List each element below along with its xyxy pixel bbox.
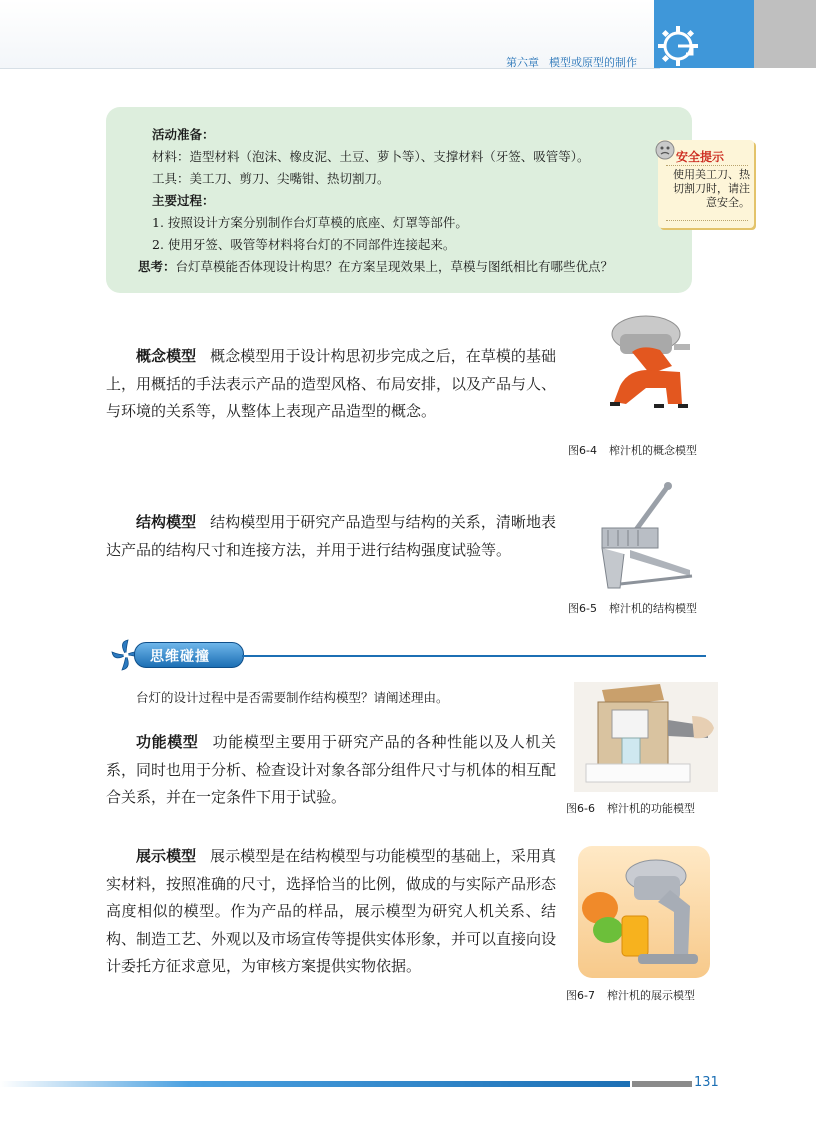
section-display-model: [106, 843, 556, 981]
chapter-title: 模型或原型的制作: [549, 56, 637, 69]
safety-title: 安全提示: [676, 150, 725, 164]
section-text: 功能模型主要用于研究产品的各种性能以及人机关系，同时也用于分析、检查设计对象各部分组件尺寸与机体的相互配合关系，并在一定条件下用于试验。: [106, 733, 557, 806]
figure-number: 图6-5: [568, 602, 597, 615]
figure-caption: [568, 600, 697, 616]
section-term: 展示模型: [136, 847, 197, 865]
thinking-banner: [106, 638, 706, 672]
section-term: 功能模型: [136, 733, 199, 751]
running-header: [506, 54, 637, 70]
section-concept-model: [106, 343, 556, 426]
activity-think: [138, 256, 652, 278]
figure-number: 图6-4: [568, 444, 597, 457]
figure-structure-model-image: [590, 478, 710, 596]
figure-title: 榨汁机的概念模型: [608, 444, 697, 457]
figure-title: 榨汁机的展示模型: [606, 989, 695, 1002]
figure-title: 榨汁机的功能模型: [606, 802, 695, 815]
activity-think-label: 思考：: [138, 259, 176, 274]
figure-caption: [568, 442, 697, 458]
activity-step: 2. 使用牙签、吸管等材料将台灯的不同部件连接起来。: [152, 237, 456, 252]
figure-title: 榨汁机的结构模型: [608, 602, 697, 615]
section-functional-model: [106, 729, 556, 812]
footer-gray-bar: [632, 1081, 692, 1087]
thinking-question: 台灯的设计过程中是否需要制作结构模型？请阐述理由。: [136, 690, 449, 705]
section-term: 概念模型: [136, 347, 197, 365]
figure-caption: [566, 987, 695, 1003]
page-number: 131: [694, 1075, 719, 1090]
gear-icon: [656, 24, 700, 68]
header-gray-block: [754, 0, 816, 68]
activity-tools: 工具：美工刀、剪刀、尖嘴钳、热切割刀。: [152, 171, 390, 186]
figure-concept-model-image: [590, 308, 710, 428]
section-text: 概念模型用于设计构思初步完成之后，在草模的基础上，用概括的手法表示产品的造型风格、布局安排，以及产品与人、与环境的关系等，从整体上表现产品造型的概念。: [106, 347, 557, 420]
safety-divider: [666, 165, 748, 166]
thinking-label: 思维碰撞: [150, 649, 210, 665]
chapter-number: 第六章: [506, 56, 539, 69]
figure-display-model-image: [578, 846, 710, 978]
section-term: 结构模型: [136, 513, 197, 531]
section-structure-model: [106, 509, 556, 564]
section-text: 展示模型是在结构模型与功能模型的基础上，采用真实材料，按照准确的尺寸，选择恰当的比例，做成的与实际产品形态高度相似的模型。作为产品的样品，展示模型为研究人机关系、结构、制造工艺、外观以及市场宣传等提供实体形象，并可以直接向设计委托方征求意见，为审核方案提供实物依据。: [106, 847, 557, 975]
safety-note: [658, 140, 754, 228]
activity-content: [138, 124, 652, 278]
thinking-rule: [242, 655, 706, 657]
activity-materials: 材料：造型材料（泡沫、橡皮泥、土豆、萝卜等）、支撑材料（牙签、吸管等）。: [152, 149, 590, 164]
activity-prep-heading: 活动准备：: [152, 127, 215, 142]
safety-divider: [666, 220, 748, 221]
section-text: 结构模型用于研究产品造型与结构的关系，清晰地表达产品的结构尺寸和连接方法，并用于进行结构强度试验等。: [106, 513, 556, 559]
figure-caption: [566, 800, 695, 816]
warning-icon: [652, 137, 678, 161]
activity-think-text: 台灯草模能否体现设计构思？在方案呈现效果上，草模与图纸相比有哪些优点？: [175, 259, 614, 274]
activity-process-heading: 主要过程：: [152, 193, 215, 208]
figure-number: 图6-7: [566, 989, 595, 1002]
activity-step: 1. 按照设计方案分别制作台灯草模的底座、灯罩等部件。: [152, 215, 468, 230]
footer-bar: [0, 1081, 630, 1087]
figure-number: 图6-6: [566, 802, 595, 815]
figure-functional-model-image: [572, 680, 720, 794]
safety-body: 使用美工刀、热切割刀时，请注意安全。: [673, 168, 750, 209]
